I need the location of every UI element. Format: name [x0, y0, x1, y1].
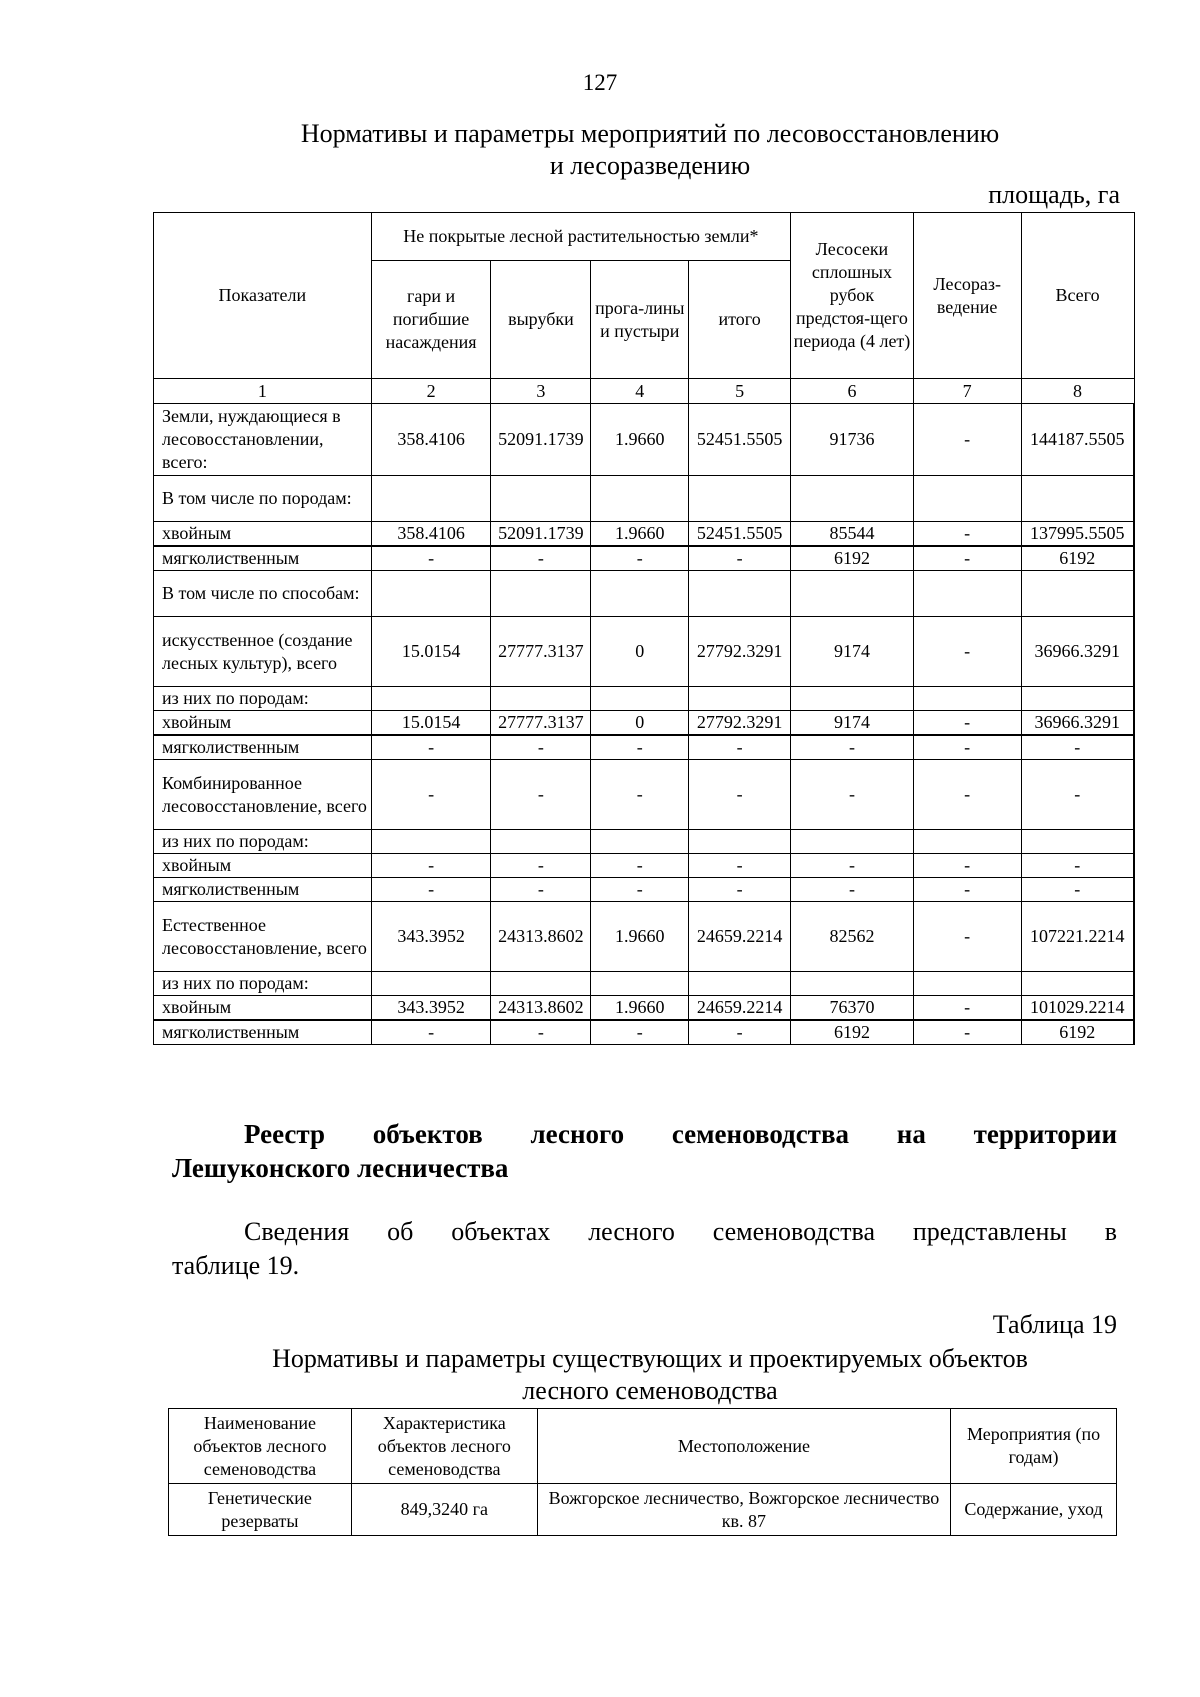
table-cell: 6192 [791, 546, 914, 571]
table-cell [913, 687, 1021, 711]
table-cell: 343.3952 [371, 996, 491, 1021]
table-cell: - [591, 735, 689, 760]
table-cell: - [689, 735, 791, 760]
table-cell: 343.3952 [371, 902, 491, 972]
table-cell: 15.0154 [371, 711, 491, 736]
table-cell: 52091.1739 [491, 404, 591, 476]
table-row [154, 1020, 1135, 1045]
seed-table-header: Наименование объектов лесного семеноводства [169, 1409, 352, 1484]
section-paragraph-line1 [172, 1215, 1117, 1249]
table-cell: 9174 [791, 711, 914, 736]
table-cell: 1.9660 [591, 996, 689, 1021]
table-cell: - [491, 878, 591, 902]
table19-title [200, 1343, 1100, 1407]
table-row [154, 404, 1135, 476]
table-row [154, 476, 1135, 522]
table-cell: 6192 [1021, 546, 1134, 571]
header-burned: гари и погибшие насаждения [371, 261, 491, 379]
table-cell [913, 571, 1021, 617]
row-label: В том числе по способам: [154, 571, 372, 617]
row-label: мягколиственным [154, 878, 372, 902]
table-cell: - [913, 854, 1021, 878]
header-not-covered: Не покрытые лесной растительностью земли* [371, 213, 790, 261]
table-cell: 9174 [791, 617, 914, 687]
table-cell: - [491, 735, 591, 760]
table-cell: - [913, 735, 1021, 760]
table18-title-line2: и лесоразведению [549, 151, 751, 180]
table-cell [689, 571, 791, 617]
row-label: мягколиственным [154, 735, 372, 760]
row-label: мягколиственным [154, 546, 372, 571]
paragraph-word: представлены [912, 1217, 1067, 1246]
heading-word: лесного [530, 1119, 625, 1149]
table-cell: 24313.8602 [491, 902, 591, 972]
table-cell [1021, 476, 1134, 522]
table-row [154, 972, 1135, 996]
table-cell: - [1021, 878, 1134, 902]
table-cell: 52451.5505 [689, 522, 791, 547]
table-cell [791, 571, 914, 617]
table-cell [491, 476, 591, 522]
table-cell: 358.4106 [371, 522, 491, 547]
table-cell [1021, 830, 1134, 854]
header-indicators: Показатели [154, 213, 372, 379]
section-paragraph-line2: таблице 19. [172, 1251, 300, 1280]
table-cell: - [591, 546, 689, 571]
table-cell: - [913, 617, 1021, 687]
table-cell: - [1021, 854, 1134, 878]
table-cell [791, 830, 914, 854]
table-cell: 52091.1739 [491, 522, 591, 547]
table-cell: - [1021, 735, 1134, 760]
seed-table-header: Характеристика объектов лесного семеноводства [351, 1409, 537, 1484]
table-cell [913, 972, 1021, 996]
table-cell: - [491, 546, 591, 571]
paragraph-word: Сведения [244, 1217, 350, 1246]
table-cell [371, 972, 491, 996]
header-cutting: Лесосеки сплошных рубок предстоя-щего периода (4 лет) [791, 213, 914, 379]
table-cell: - [791, 878, 914, 902]
table-row [154, 996, 1135, 1021]
table-row [154, 617, 1135, 687]
table-row [154, 571, 1135, 617]
table-cell [491, 830, 591, 854]
table-cell [689, 687, 791, 711]
table-cell: - [689, 878, 791, 902]
column-number: 8 [1021, 379, 1134, 404]
table18-title-line1: Нормативы и параметры мероприятий по лесовосстановлению [300, 119, 1000, 148]
table-cell: 76370 [791, 996, 914, 1021]
reforestation-table [153, 212, 1135, 1045]
column-number: 3 [491, 379, 591, 404]
row-label: Комбинированное лесовосстановление, всего [154, 760, 372, 830]
section-heading-line2: Лешуконского лесничества [172, 1153, 509, 1183]
row-label: из них по породам: [154, 687, 372, 711]
seed-table-row [169, 1484, 1117, 1536]
row-label: хвойным [154, 522, 372, 547]
table-cell: - [689, 760, 791, 830]
seed-table-header: Мероприятия (по годам) [951, 1409, 1117, 1484]
table-row [154, 854, 1135, 878]
seed-table-cell: 849,3240 га [351, 1484, 537, 1536]
table-cell: - [689, 854, 791, 878]
table-cell [1021, 972, 1134, 996]
table-cell [689, 476, 791, 522]
table-cell: 85544 [791, 522, 914, 547]
section-paragraph [172, 1215, 1117, 1283]
table-cell: - [491, 854, 591, 878]
seed-objects-table [168, 1408, 1117, 1536]
table-cell: 101029.2214 [1021, 996, 1134, 1021]
table-cell: 144187.5505 [1021, 404, 1134, 476]
table-cell: - [913, 711, 1021, 736]
table18-units: площадь, га [988, 180, 1120, 209]
table-cell [913, 830, 1021, 854]
row-label: хвойным [154, 711, 372, 736]
table18-title [150, 118, 1150, 182]
heading-word: территории [973, 1119, 1117, 1149]
column-number: 6 [791, 379, 914, 404]
table-cell: 27792.3291 [689, 617, 791, 687]
table-cell: - [689, 546, 791, 571]
table-cell: - [913, 546, 1021, 571]
table-cell: - [913, 996, 1021, 1021]
table-cell: 107221.2214 [1021, 902, 1134, 972]
table-cell: 36966.3291 [1021, 711, 1134, 736]
seed-table-cell: Вожгорское лесничество, Вожгорское лесничество кв. 87 [537, 1484, 950, 1536]
table-cell [591, 476, 689, 522]
table-cell: - [591, 854, 689, 878]
table-row [154, 711, 1135, 736]
table-cell: 36966.3291 [1021, 617, 1134, 687]
table-cell: - [371, 760, 491, 830]
table-cell [491, 972, 591, 996]
column-number: 5 [689, 379, 791, 404]
table-cell [371, 476, 491, 522]
table-cell: 27777.3137 [491, 617, 591, 687]
table-cell: - [371, 546, 491, 571]
column-number-row [154, 379, 1135, 404]
row-label: из них по породам: [154, 972, 372, 996]
row-label: Земли, нуждающиеся в лесовосстановлении, всего: [154, 404, 372, 476]
table-cell: - [913, 878, 1021, 902]
table-cell: 24659.2214 [689, 996, 791, 1021]
table-cell: 15.0154 [371, 617, 491, 687]
section-heading [172, 1117, 1117, 1185]
header-afforestation: Лесораз-ведение [913, 213, 1021, 379]
table-cell: - [591, 1020, 689, 1045]
row-label: В том числе по породам: [154, 476, 372, 522]
header-total: итого [689, 261, 791, 379]
table-row [154, 735, 1135, 760]
seed-table-cell: Содержание, уход [951, 1484, 1117, 1536]
table-cell: 0 [591, 617, 689, 687]
table-cell [591, 830, 689, 854]
column-number: 7 [913, 379, 1021, 404]
table-cell: - [791, 854, 914, 878]
heading-word: объектов [372, 1119, 483, 1149]
table-row [154, 522, 1135, 547]
page-number: 127 [582, 70, 618, 95]
table-cell: - [689, 1020, 791, 1045]
table-cell [371, 830, 491, 854]
table-cell: 6192 [1021, 1020, 1134, 1045]
table-row [154, 546, 1135, 571]
table-cell: - [591, 760, 689, 830]
table-cell [371, 571, 491, 617]
table-cell: - [371, 735, 491, 760]
row-label: из них по породам: [154, 830, 372, 854]
seed-table-header: Местоположение [537, 1409, 950, 1484]
table-cell: - [591, 878, 689, 902]
table-row [154, 902, 1135, 972]
table-cell [591, 972, 689, 996]
table-cell [491, 687, 591, 711]
table-cell: 0 [591, 711, 689, 736]
table-cell: - [491, 1020, 591, 1045]
table-cell: 6192 [791, 1020, 914, 1045]
header-all: Всего [1021, 213, 1134, 379]
table-cell: 27777.3137 [491, 711, 591, 736]
table-cell [1021, 687, 1134, 711]
table-row [154, 760, 1135, 830]
table-row [154, 830, 1135, 854]
table-cell [689, 830, 791, 854]
table19-title-line2: лесного семеноводства [522, 1376, 778, 1405]
table-cell: - [913, 404, 1021, 476]
table-cell [371, 687, 491, 711]
paragraph-word: в [1104, 1217, 1117, 1246]
table-cell: - [913, 1020, 1021, 1045]
table-cell: 24313.8602 [491, 996, 591, 1021]
table-row [154, 878, 1135, 902]
table-cell [1021, 571, 1134, 617]
table-cell: 52451.5505 [689, 404, 791, 476]
table-cell: 358.4106 [371, 404, 491, 476]
table-cell: - [491, 760, 591, 830]
seed-table-cell: Генетические резерваты [169, 1484, 352, 1536]
table19-number: Таблица 19 [992, 1310, 1117, 1339]
row-label: хвойным [154, 996, 372, 1021]
table-cell [913, 476, 1021, 522]
header-clearings: вырубки [491, 261, 591, 379]
table-cell: 27792.3291 [689, 711, 791, 736]
table-cell: - [913, 760, 1021, 830]
table19-title-line1: Нормативы и параметры существующих и проектируемых объектов [272, 1344, 1028, 1373]
table-cell: - [371, 1020, 491, 1045]
heading-word: на [896, 1119, 926, 1149]
table-cell: - [791, 735, 914, 760]
paragraph-word: объектах [451, 1217, 551, 1246]
table-cell: - [913, 902, 1021, 972]
table-cell [591, 571, 689, 617]
heading-word: Реестр [244, 1119, 326, 1149]
table-cell [491, 571, 591, 617]
row-label: искусственное (создание лесных культур), всего [154, 617, 372, 687]
heading-word: семеноводства [671, 1119, 850, 1149]
table-cell: 1.9660 [591, 522, 689, 547]
table-cell [689, 972, 791, 996]
table-cell: 82562 [791, 902, 914, 972]
paragraph-word: об [387, 1217, 414, 1246]
paragraph-word: лесного [588, 1217, 675, 1246]
table-cell: - [913, 522, 1021, 547]
table-cell: - [371, 854, 491, 878]
table-row [154, 687, 1135, 711]
table-cell: 1.9660 [591, 902, 689, 972]
column-number: 1 [154, 379, 372, 404]
table-cell: 91736 [791, 404, 914, 476]
row-label: Естественное лесовосстановление, всего [154, 902, 372, 972]
row-label: мягколиственным [154, 1020, 372, 1045]
table-cell [791, 476, 914, 522]
column-number: 2 [371, 379, 491, 404]
row-label: хвойным [154, 854, 372, 878]
table-cell: - [1021, 760, 1134, 830]
table-cell [591, 687, 689, 711]
table-cell [791, 687, 914, 711]
table-cell: 1.9660 [591, 404, 689, 476]
section-heading-line1 [172, 1117, 1117, 1151]
table-cell: 137995.5505 [1021, 522, 1134, 547]
seed-table-header-row [169, 1409, 1117, 1484]
paragraph-word: семеноводства [712, 1217, 875, 1246]
table-cell: 24659.2214 [689, 902, 791, 972]
table-cell [791, 972, 914, 996]
table-cell: - [791, 760, 914, 830]
table-cell: - [371, 878, 491, 902]
header-glades: прога-лины и пустыри [591, 261, 689, 379]
column-number: 4 [591, 379, 689, 404]
